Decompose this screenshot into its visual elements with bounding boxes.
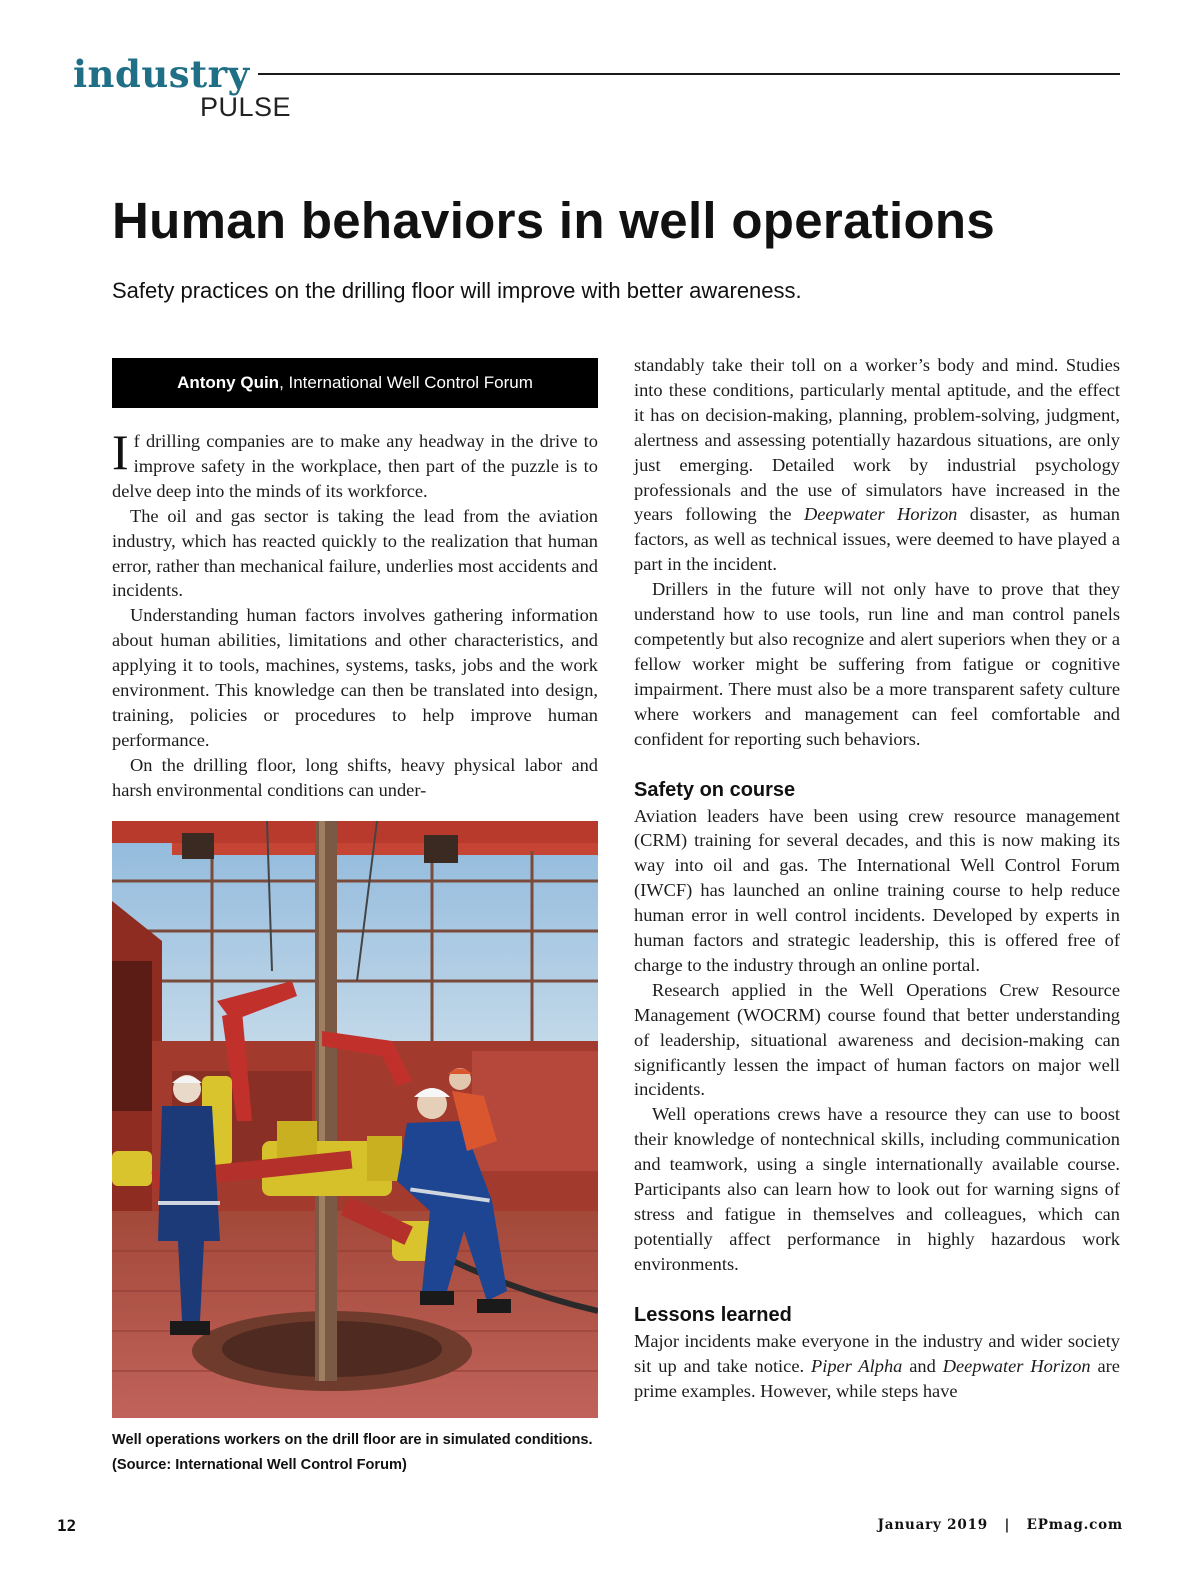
page-number: 12 bbox=[57, 1516, 77, 1535]
section-label-pulse: PULSE bbox=[200, 92, 292, 122]
footer-issue-site bbox=[868, 1517, 1123, 1533]
body-column-right bbox=[634, 353, 1120, 1403]
body-column-left bbox=[112, 424, 598, 803]
body-paragraph: Aviation leaders have been using crew resource management (CRM) training for several decades, and this is now making its way into oil and gas. The International Well Control Forum (IWCF) has launched an online training course to help reduce human error in well control incidents. Developed by experts in human factors and strategic leadership, this is offered free of charge to the industry through an online portal. bbox=[634, 805, 1120, 975]
drill-floor-photo bbox=[112, 821, 598, 1418]
subheading-lessons-learned: Lessons learned bbox=[634, 1303, 792, 1326]
issue-date: January 2019 bbox=[877, 1517, 988, 1533]
author-affiliation: , International Well Control Forum bbox=[279, 373, 533, 392]
article-title: Human behaviors in well operations bbox=[112, 192, 996, 249]
photo-caption: Well operations workers on the drill floor are in simulated conditions. (Source: International Well Control Forum) bbox=[112, 1432, 593, 1473]
section-label-industry: industry bbox=[73, 52, 250, 96]
author-name: Antony Quin bbox=[177, 373, 280, 392]
body-paragraph: If drilling companies are to make any headway in the drive to improve safety in the workplace, then part of the puzzle is to delve deep into the minds of its workforce. bbox=[112, 424, 598, 501]
footer-separator: | bbox=[1004, 1517, 1011, 1533]
body-paragraph: Drillers in the future will not only have to prove that they understand how to use tools, run line and man control panels competently but also recognize and alert superiors when they or a fellow worker might be suffering from fatigue or cognitive impairment. There must also be a more transparent safety culture where workers and management can feel comfortable and confident for reporting such behaviors. bbox=[634, 579, 1120, 749]
drop-cap: I bbox=[112, 424, 129, 480]
header-rule bbox=[258, 73, 1120, 75]
body-paragraph: On the drilling floor, long shifts, heavy physical labor and harsh environmental conditions can under- bbox=[112, 754, 598, 800]
body-paragraph: Well operations crews have a resource they can use to boost their knowledge of nontechnical skills, including communication and teamwork, using a single internationally available course. Participants also can learn how to look out for warning signs of stress and fatigue in themselves and colleagues, which can potentially affect performance in highly hazardous work environments. bbox=[634, 1104, 1120, 1274]
body-paragraph: The oil and gas sector is taking the lead from the aviation industry, which has reacted quickly to the realization that human error, rather than mechanical failure, underlies most accidents and incidents. bbox=[112, 505, 598, 601]
body-paragraph: Major incidents make everyone in the industry and wider society sit up and take notice. Piper Alpha and Deepwater Horizon are prime examples. However, while steps have bbox=[634, 1330, 1120, 1401]
site-name: EPmag.com bbox=[1026, 1517, 1123, 1533]
article-deck: Safety practices on the drilling floor will improve with better awareness. bbox=[112, 278, 802, 303]
body-paragraph: Research applied in the Well Operations Crew Resource Management (WOCRM) course found that better understanding of leadership, situational awareness and decision-making can significantly lessen the impact of human factors on major well incidents. bbox=[634, 979, 1120, 1100]
body-paragraph: standably take their toll on a worker’s body and mind. Studies into these conditions, particularly mental aptitude, and the effect it has on decision-making, planning, problem-solving, judgment, alertness and assessing potentially hazardous situations, are only just emerging. Detailed work by industrial psychology professionals and the use of simulators have increased in the years following the Deepwater Horizon disaster, as human factors, as well as technical issues, were deemed to have played a part in the incident. bbox=[634, 355, 1120, 575]
subheading-safety-on-course: Safety on course bbox=[634, 778, 796, 801]
body-paragraph: Understanding human factors involves gathering information about human abilities, limitations and other characteristics, and applying it to tools, machines, systems, tasks, jobs and the work environment. This knowledge can then be translated into design, training, policies or procedures to help improve human performance. bbox=[112, 605, 598, 750]
byline-box bbox=[112, 358, 598, 408]
